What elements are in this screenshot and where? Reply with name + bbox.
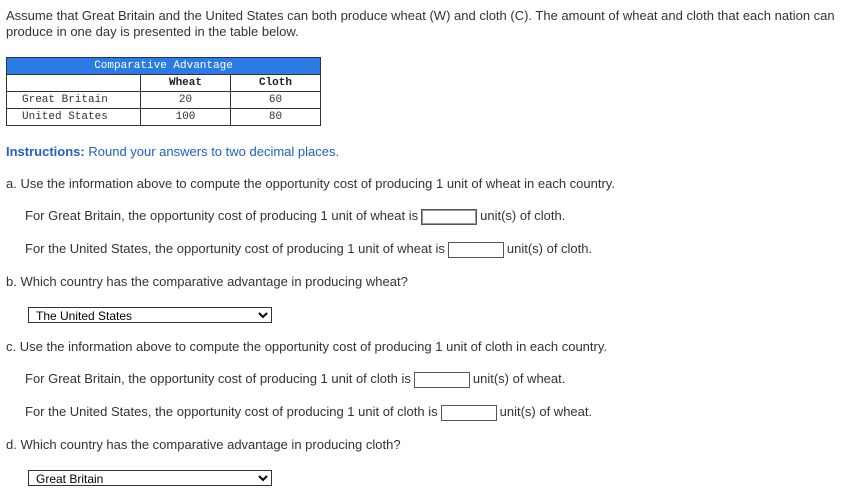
instructions-text: Round your answers to two decimal places. — [88, 144, 340, 159]
qa-gb-line — [25, 208, 565, 225]
intro-text: Assume that Great Britain and the United States can both produce wheat (W) and cloth (C). The amount of wheat and cloth that each nation can produce in one day is presented in the table below. — [6, 8, 835, 39]
qa-us-answer-input[interactable] — [448, 242, 504, 258]
instructions — [6, 144, 339, 160]
table-row — [7, 92, 321, 109]
table-row — [7, 109, 321, 126]
instructions-label: Instructions: — [6, 144, 85, 159]
header-blank — [7, 75, 141, 92]
question-c: c. Use the information above to compute the opportunity cost of producing 1 unit of cloth in each country. — [6, 339, 607, 354]
qa-us-line — [25, 241, 592, 258]
cloth-cell: 60 — [231, 92, 321, 109]
qc-gb-line — [25, 371, 565, 388]
cloth-cell: 80 — [231, 109, 321, 126]
header-wheat: Wheat — [141, 75, 231, 92]
qd-country-select[interactable] — [28, 470, 272, 486]
qc-us-suffix: unit(s) of wheat. — [499, 404, 593, 419]
question-d: d. Which country has the comparative advantage in producing cloth? — [6, 437, 401, 452]
qc-gb-answer-input[interactable] — [414, 372, 470, 388]
qc-us-prefix: For the United States, the opportunity cost of producing 1 unit of cloth is — [25, 404, 438, 419]
qa-us-suffix: unit(s) of cloth. — [506, 241, 593, 256]
country-cell: United States — [7, 109, 141, 126]
qa-gb-answer-input[interactable] — [421, 209, 477, 225]
qc-gb-suffix: unit(s) of wheat. — [472, 371, 566, 386]
qc-us-line — [25, 404, 592, 421]
question-b: b. Which country has the comparative advantage in producing wheat? — [6, 274, 408, 289]
wheat-cell: 100 — [141, 109, 231, 126]
qc-gb-prefix: For Great Britain, the opportunity cost of producing 1 unit of cloth is — [25, 371, 411, 386]
qa-us-prefix: For the United States, the opportunity cost of producing 1 unit of wheat is — [25, 241, 445, 256]
table-title: Comparative Advantage — [7, 58, 321, 75]
qb-country-select[interactable] — [28, 307, 272, 323]
comparative-advantage-table — [6, 57, 321, 126]
qc-us-answer-input[interactable] — [441, 405, 497, 421]
country-cell: Great Britain — [7, 92, 141, 109]
header-cloth: Cloth — [231, 75, 321, 92]
question-a: a. Use the information above to compute the opportunity cost of producing 1 unit of wheat in each country. — [6, 176, 615, 191]
qa-gb-suffix: unit(s) of cloth. — [480, 208, 566, 223]
wheat-cell: 20 — [141, 92, 231, 109]
qa-gb-prefix: For Great Britain, the opportunity cost of producing 1 unit of wheat is — [25, 208, 419, 223]
